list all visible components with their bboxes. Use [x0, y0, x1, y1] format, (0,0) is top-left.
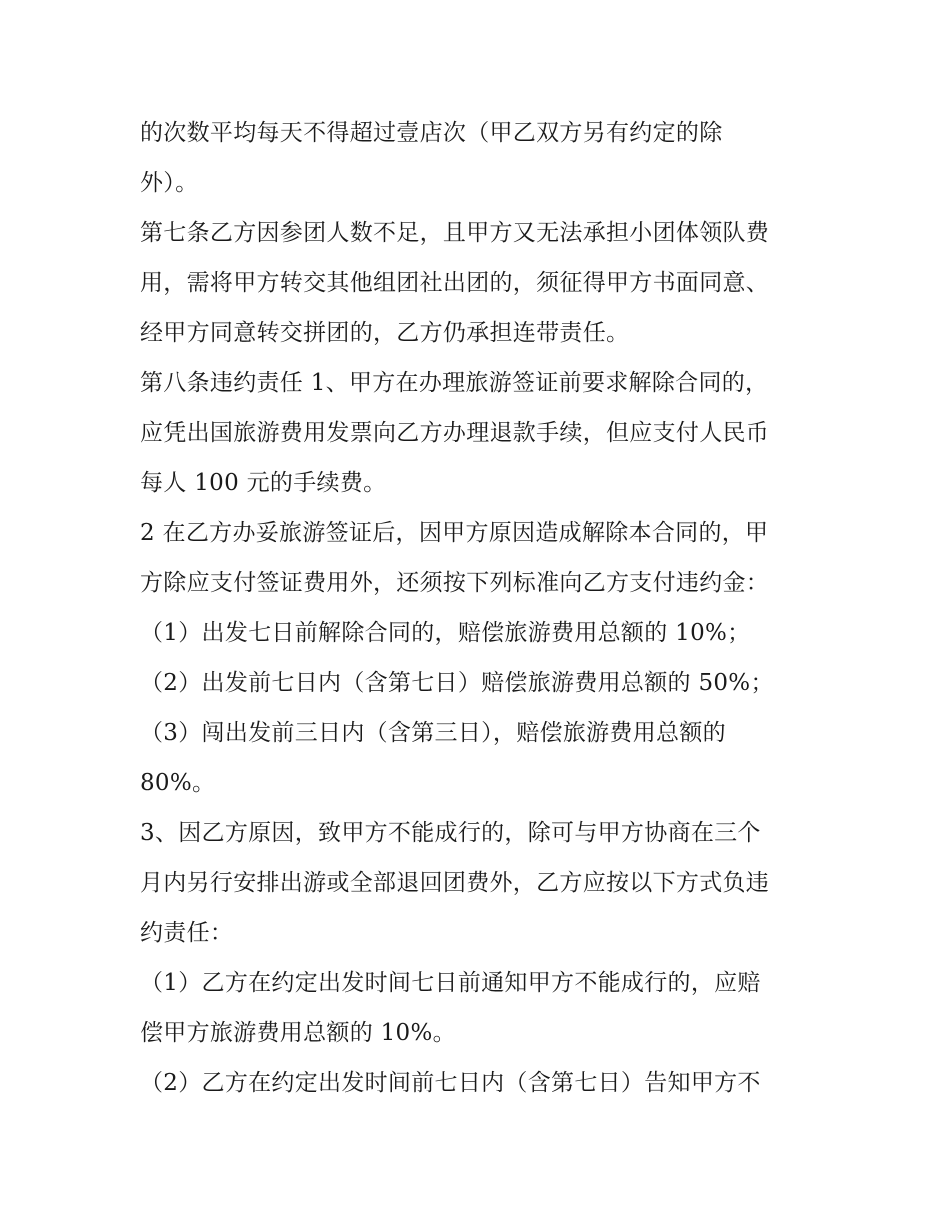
text-line: 方除应支付签证费用外，还须按下列标准向乙方支付违约金：	[140, 570, 770, 596]
text-line: 偿甲方旅游费用总额的 10%。	[140, 1020, 456, 1046]
text-line: 约责任：	[140, 920, 234, 946]
text-line: 80%。	[140, 770, 216, 796]
text-line: 月内另行安排出游或全部退回团费外，乙方应按以下方式负违	[140, 870, 770, 896]
text-line: （2）乙方在约定出发时间前七日内（含第七日）告知甲方不	[140, 1070, 761, 1096]
text-line: 的次数平均每天不得超过壹店次（甲乙双方另有约定的除	[140, 120, 723, 146]
text-line: 应凭出国旅游费用发票向乙方办理退款手续，但应支付人民币	[140, 420, 770, 446]
text-line: （3）闯出发前三日内（含第三日），赔偿旅游费用总额的	[140, 720, 726, 746]
text-line: 3、因乙方原因，致甲方不能成行的，除可与甲方协商在三个	[140, 820, 761, 846]
text-line: （1）出发七日前解除合同的，赔偿旅游费用总额的 10%；	[140, 620, 751, 646]
text-line: 第八条违约责任 1、甲方在办理旅游签证前要求解除合同的，	[140, 370, 769, 396]
text-line: 2 在乙方办妥旅游签证后，因甲方原因造成解除本合同的，甲	[140, 520, 769, 546]
text-line: 每人 100 元的手续费。	[140, 470, 387, 496]
text-line: 用，需将甲方转交其他组团社出团的，须征得甲方书面同意、	[140, 270, 770, 296]
text-line: 第七条乙方因参团人数不足，且甲方又无法承担小团体领队费	[140, 220, 770, 246]
text-line: 经甲方同意转交拼团的，乙方仍承担连带责任。	[140, 320, 630, 346]
text-line: （2）出发前七日内（含第七日）赔偿旅游费用总额的 50%；	[140, 670, 774, 696]
document-body	[140, 108, 820, 1108]
text-line: 外）。	[140, 170, 199, 196]
text-line: （1）乙方在约定出发时间七日前通知甲方不能成行的，应赔	[140, 970, 761, 996]
